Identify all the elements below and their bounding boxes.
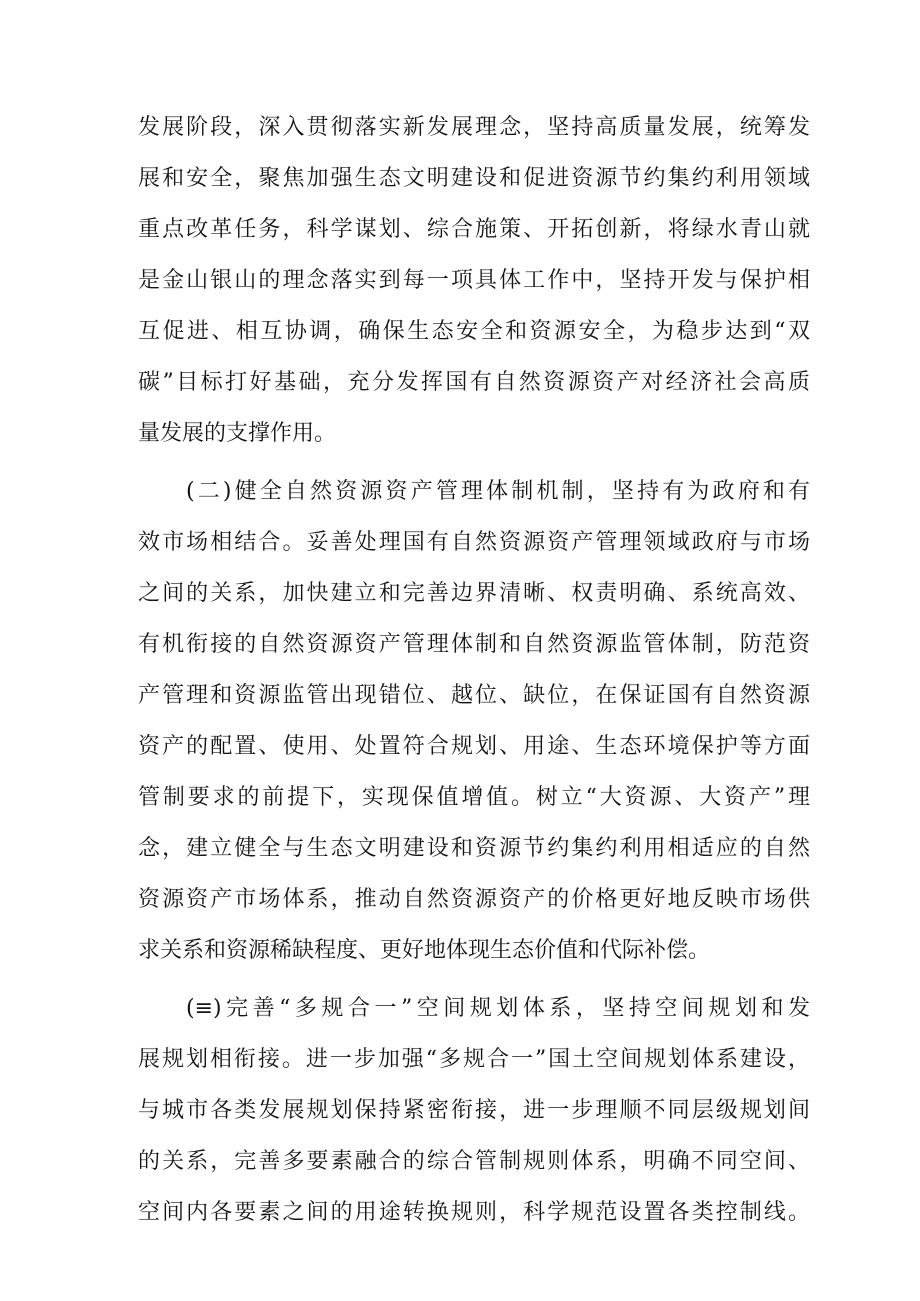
text-line: 空间内各要素之间的用途转换规则，科学规范设置各类控制线。 <box>138 1200 810 1225</box>
text-line: 碳”目标打好基础，充分发挥国有自然资源资产对经济社会高质 <box>138 370 810 395</box>
paragraph-gap <box>138 976 810 983</box>
text-line: 之间的关系，加快建立和完善边界清晰、权责明确、系统高效、 <box>138 581 810 606</box>
text-line: 展和安全，聚焦加强生态文明建设和促进资源节约集约利用领域 <box>138 166 810 191</box>
text-line: 资产的配置、使用、处置符合规划、用途、生态环境保护等方面 <box>138 734 810 759</box>
text-line: 念，建立健全与生态文明建设和资源节约集约利用相适应的自然 <box>138 836 810 861</box>
paragraph-3 <box>138 983 810 1238</box>
section-heading-line: (≡)完善“多规合一”空间规划体系，坚持空间规划和发 <box>186 996 810 1021</box>
paragraph-2 <box>138 466 810 976</box>
text-line: 与城市各类发展规划保持紧密衔接，进一步理顺不同层级规划间 <box>138 1098 810 1123</box>
text-line: 效市场相结合。妥善处理国有自然资源资产管理领域政府与市场 <box>138 530 810 555</box>
paragraph-1 <box>138 102 810 459</box>
text-line: 重点改革任务，科学谋划、综合施策、开拓创新，将绿水青山就 <box>138 217 810 242</box>
text-line: 发展阶段，深入贯彻落实新发展理念，坚持高质量发展，统筹发 <box>138 115 810 140</box>
text-line: 量发展的支撑作用。 <box>138 421 337 446</box>
text-line: 展规划相衔接。进一步加强“多规合一”国土空间规划体系建设， <box>138 1047 810 1072</box>
text-line: 的关系，完善多要素融合的综合管制规则体系，明确不同空间、 <box>138 1149 810 1174</box>
text-line: 有机衔接的自然资源资产管理体制和自然资源监管体制，防范资 <box>138 632 810 657</box>
text-line: 互促进、相互协调，确保生态安全和资源安全，为稳步达到“双 <box>138 319 810 344</box>
text-line: 求关系和资源稀缺程度、更好地体现生态价值和代际补偿。 <box>138 938 711 963</box>
text-line: 管制要求的前提下，实现保值增值。树立“大资源、大资产”理 <box>138 785 810 810</box>
section-heading-line: (二)健全自然资源资产管理体制机制，坚持有为政府和有 <box>186 479 810 504</box>
text-line: 是金山银山的理念落实到每一项具体工作中，坚持开发与保护相 <box>138 268 810 293</box>
document-body <box>138 102 810 1238</box>
paragraph-gap <box>138 459 810 466</box>
text-line: 资源资产市场体系，推动自然资源资产的价格更好地反映市场供 <box>138 887 810 912</box>
text-line: 产管理和资源监管出现错位、越位、缺位，在保证国有自然资源 <box>138 683 810 708</box>
